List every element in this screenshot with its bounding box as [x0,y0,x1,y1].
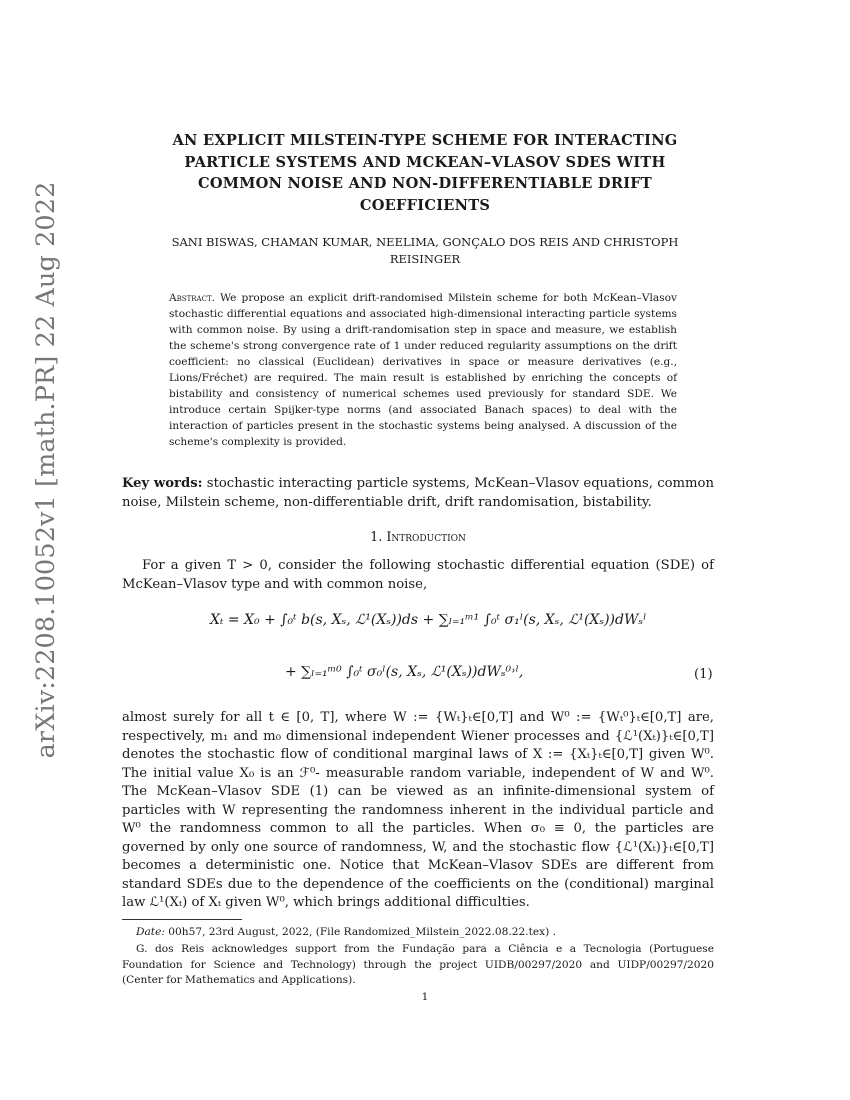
section-heading: 1. Introduction [370,530,466,545]
footnote-rule [122,919,242,920]
abstract [169,290,677,450]
paper-title: AN EXPLICIT MILSTEIN-TYPE SCHEME FOR INTERACTING PARTICLE SYSTEMS AND MCKEAN–VLASOV SDES WITH COMMON NOISE AND NON-DIFFERENTIABLE DRIFT COEFFICIENTS [172,132,678,214]
arxiv-identifier-text: arXiv:2208.10052v1 [math.PR] 22 Aug 2022 [31,181,61,759]
equation-number: (1) [694,667,713,682]
author-list: SANI BISWAS, CHAMAN KUMAR, NEELIMA, GONÇALO DOS REIS AND CHRISTOPH REISINGER [171,235,679,266]
equation-line-1: Xₜ = X₀ + ∫₀ᵗ b(s, Xₛ, ℒ¹(Xₛ))ds + ∑ₗ₌₁ᵐ¹ ∫₀ᵗ σ₁ˡ(s, Xₛ, ℒ¹(Xₛ))dWₛˡ [210,612,647,628]
intro-paragraph-2: almost surely for all t ∈ [0, T], where W := {Wₜ}ₜ∈[0,T] and W⁰ := {Wₜ⁰}ₜ∈[0,T] are, respectively, m₁ and m₀ dimensional independent Wiener processes and {ℒ¹(Xₜ)}ₜ∈[0,T] denotes the stochastic flow of conditional marginal laws of X := {Xₜ}ₜ∈[0,T] given W⁰. The initial value X₀ is an ℱ⁰- measurable random variable, independent of W and W⁰. The McKean–Vlasov SDE (1) can be viewed as an infinite-dimensional system of particles with W representing the randomness inherent in the individual particle and W⁰ the randomness common to all the particles. When σ₀ ≡ 0, the particles are governed by only one source of randomness, W, and the stochastic flow {ℒ¹(Xₜ)}ₜ∈[0,T] becomes a deterministic one. Notice that McKean–Vlasov SDEs are different from standard SDEs due to the dependence of the coefficients on the (conditional) marginal law ℒ¹(Xₜ) of Xₜ given W⁰, which brings additional difficulties. [122,710,714,910]
page-number: 1 [421,991,429,1003]
intro-paragraph-1: For a given T > 0, consider the following stochastic differential equation (SDE) of McKean–Vlasov type and with common noise, [122,558,714,592]
keywords-text: stochastic interacting particle systems, McKean–Vlasov equations, common noise, Milstein scheme, non-differentiable drift, drift randomisation, bistability. [122,476,714,510]
equation-line-2: + ∑ₗ₌₁ᵐ⁰ ∫₀ᵗ σ₀ˡ(s, Xₛ, ℒ¹(Xₛ))dWₛ⁰˒ˡ, [285,664,524,680]
date-text: 00h57, 23rd August, 2022, [168,926,313,938]
keywords-label: Key words: [122,476,203,491]
abstract-label: Abstract. [169,292,215,304]
file-text: (File Randomized_Milstein_2022.08.22.tex) . [315,926,556,938]
keywords [122,474,714,512]
footnote-date [122,925,714,941]
date-label: Date: [136,926,165,938]
abstract-text: We propose an explicit drift-randomised Milstein scheme for both McKean–Vlasov stochastic differential equations and associated high-dimensional interacting particle systems with common noise. By using a drift-randomisation step in space and measure, we establish the scheme's strong convergence rate of 1 under reduced regularity assumptions on the drift coefficient: no classical (Euclidean) derivatives in space or measure derivatives (e.g., Lions/Fréchet) are required. The main result is established by enriching the concepts of bistability and consistency of numerical schemes used previously for standard SDE. We introduce certain Spijker-type norms (and associated Banach spaces) to deal with the interaction of particles present in the stochastic systems being analysed. A discussion of the scheme's complexity is provided. [169,292,677,448]
footnote-acknowledgement: G. dos Reis acknowledges support from the Fundação para a Ciência e a Tecnologia (Portuguese Foundation for Science and Technology) through the project UIDB/00297/2020 and UIDP/00297/2020 (Center for Mathematics and Applications). [122,943,714,986]
arxiv-identifier [26,181,66,759]
